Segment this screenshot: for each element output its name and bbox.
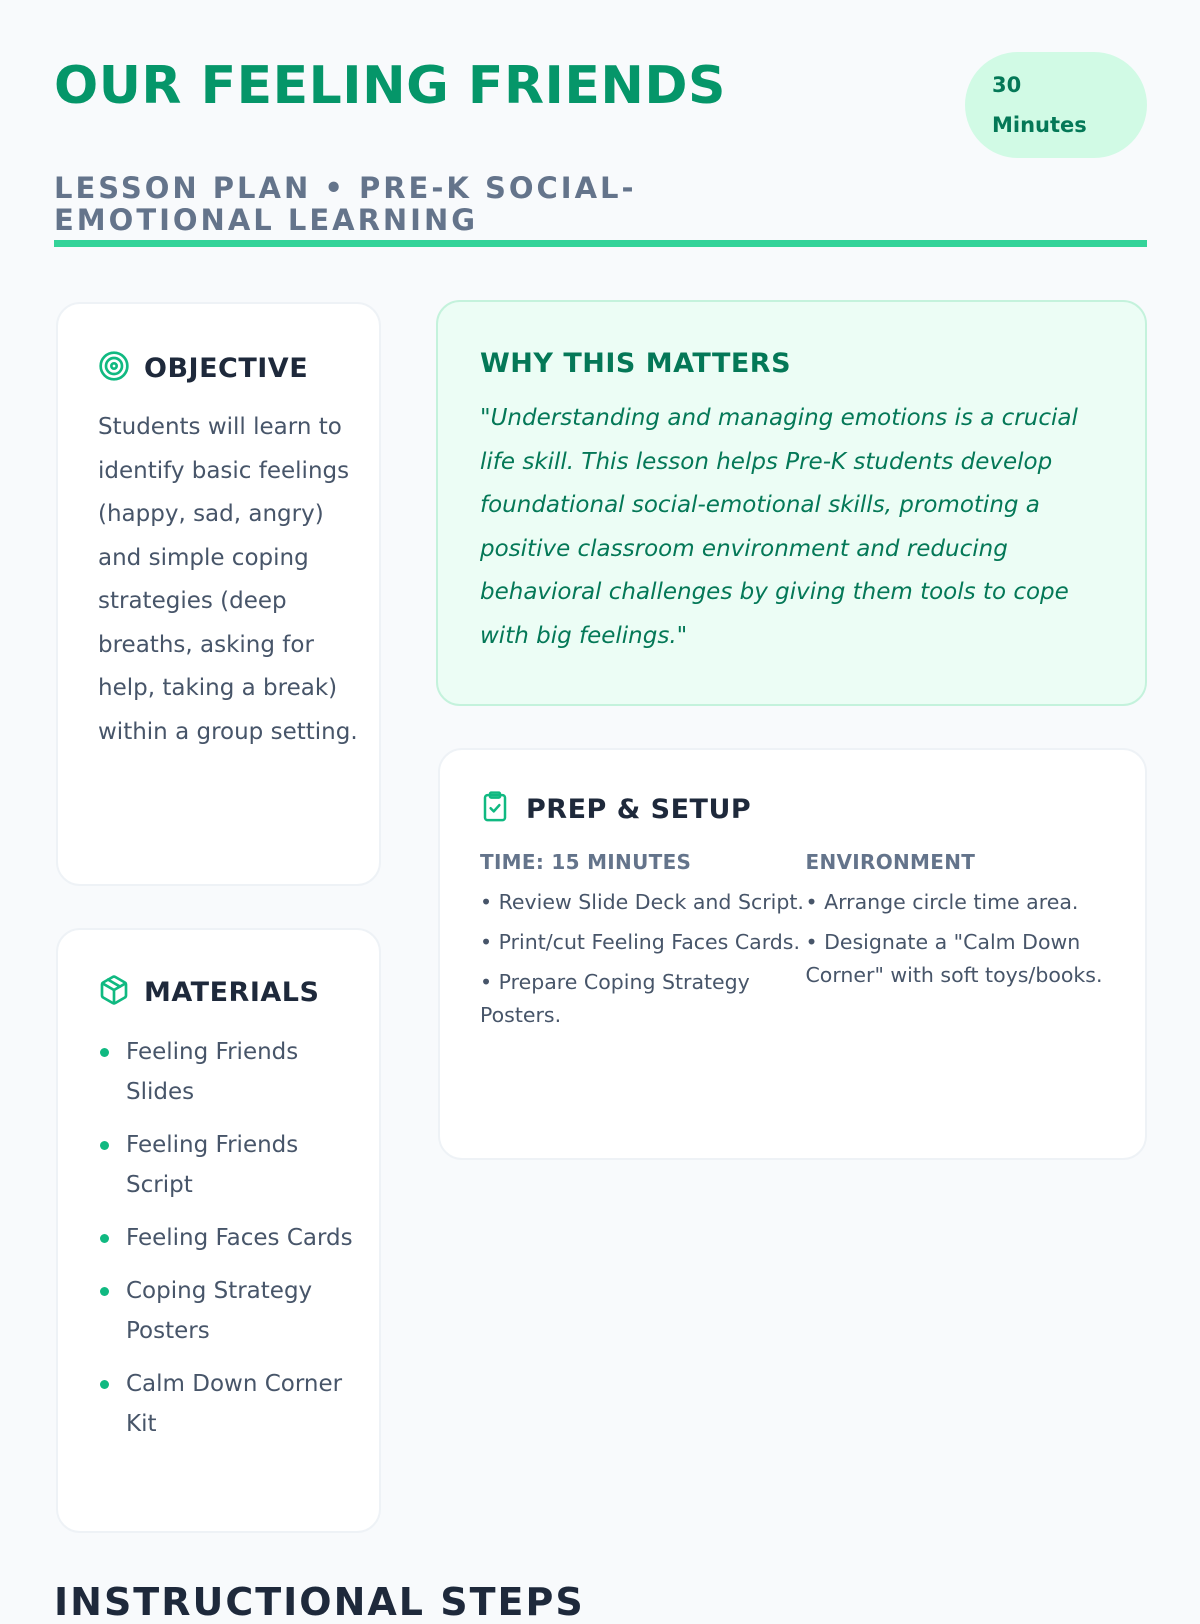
- why-title: WHY THIS MATTERS: [480, 348, 792, 379]
- list-item: [98, 1125, 369, 1205]
- list-item: [98, 1218, 369, 1258]
- list-item: [98, 1032, 369, 1112]
- prep-environment-list: [805, 886, 1115, 992]
- list-item: [98, 1271, 369, 1351]
- materials-list: [98, 1032, 369, 1444]
- prep-time-title: TIME: 15 MINUTES: [480, 850, 692, 874]
- prep-title: PREP & SETUP: [526, 793, 752, 825]
- objective-text: Students will learn to identify basic feelings (happy, sad, angry) and simple coping strategies (deep breaths, asking for help, taking a break) within a group setting.: [98, 414, 358, 745]
- clipboard-check-icon: [480, 790, 510, 828]
- prep-environment-column: [805, 850, 1115, 1039]
- material-label: Feeling Friends Script: [126, 1132, 299, 1198]
- bullet-icon: [100, 1380, 109, 1389]
- prep-header: [480, 790, 1115, 828]
- list-item: • Arrange circle time area.: [805, 890, 1079, 914]
- bullet-icon: [100, 1141, 109, 1150]
- material-label: Calm Down Corner Kit: [126, 1371, 343, 1437]
- prep-time-list: [480, 886, 805, 1032]
- material-label: Feeling Faces Cards: [126, 1225, 353, 1251]
- page-subtitle: LESSON PLAN • PRE-K SOCIAL-EMOTIONAL LEARNING: [54, 171, 637, 237]
- prep-card: [438, 748, 1147, 1160]
- why-quote: "Understanding and managing emotions is a crucial life skill. This lesson helps Pre-K students develop foundational social-emotional skills, promoting a positive classroom environment and reducing behavioral challenges by giving them tools to cope with big feelings.": [480, 405, 1078, 649]
- materials-card: [56, 928, 381, 1533]
- page-title: OUR FEELING FRIENDS: [54, 56, 726, 116]
- why-card: [436, 300, 1147, 706]
- objective-card: [56, 302, 381, 886]
- duration-unit: Minutes: [992, 113, 1087, 137]
- list-item: • Print/cut Feeling Faces Cards.: [480, 930, 801, 954]
- prep-environment-title: ENVIRONMENT: [805, 850, 976, 874]
- lesson-header: [54, 52, 1147, 248]
- prep-time-column: [480, 850, 805, 1039]
- material-label: Feeling Friends Slides: [126, 1039, 299, 1105]
- target-icon: [98, 350, 130, 386]
- materials-title: MATERIALS: [144, 976, 320, 1008]
- objective-header: [98, 348, 369, 388]
- list-item: • Review Slide Deck and Script.: [480, 890, 804, 914]
- section-heading: INSTRUCTIONAL STEPS: [54, 1580, 585, 1624]
- bullet-icon: [100, 1048, 109, 1057]
- objective-title: OBJECTIVE: [144, 352, 309, 384]
- list-item: • Designate a "Calm Down Corner" with soft toys/books.: [805, 930, 1103, 987]
- materials-header: [98, 974, 369, 1010]
- material-label: Coping Strategy Posters: [126, 1278, 313, 1344]
- header-divider: [54, 240, 1147, 247]
- prep-columns: [480, 850, 1115, 1039]
- bullet-icon: [100, 1234, 109, 1243]
- box-icon: [98, 974, 130, 1010]
- duration-badge: [965, 52, 1147, 158]
- bullet-icon: [100, 1287, 109, 1296]
- list-item: • Prepare Coping Strategy Posters.: [480, 970, 750, 1027]
- list-item: [98, 1364, 369, 1444]
- duration-value: 30: [992, 73, 1022, 97]
